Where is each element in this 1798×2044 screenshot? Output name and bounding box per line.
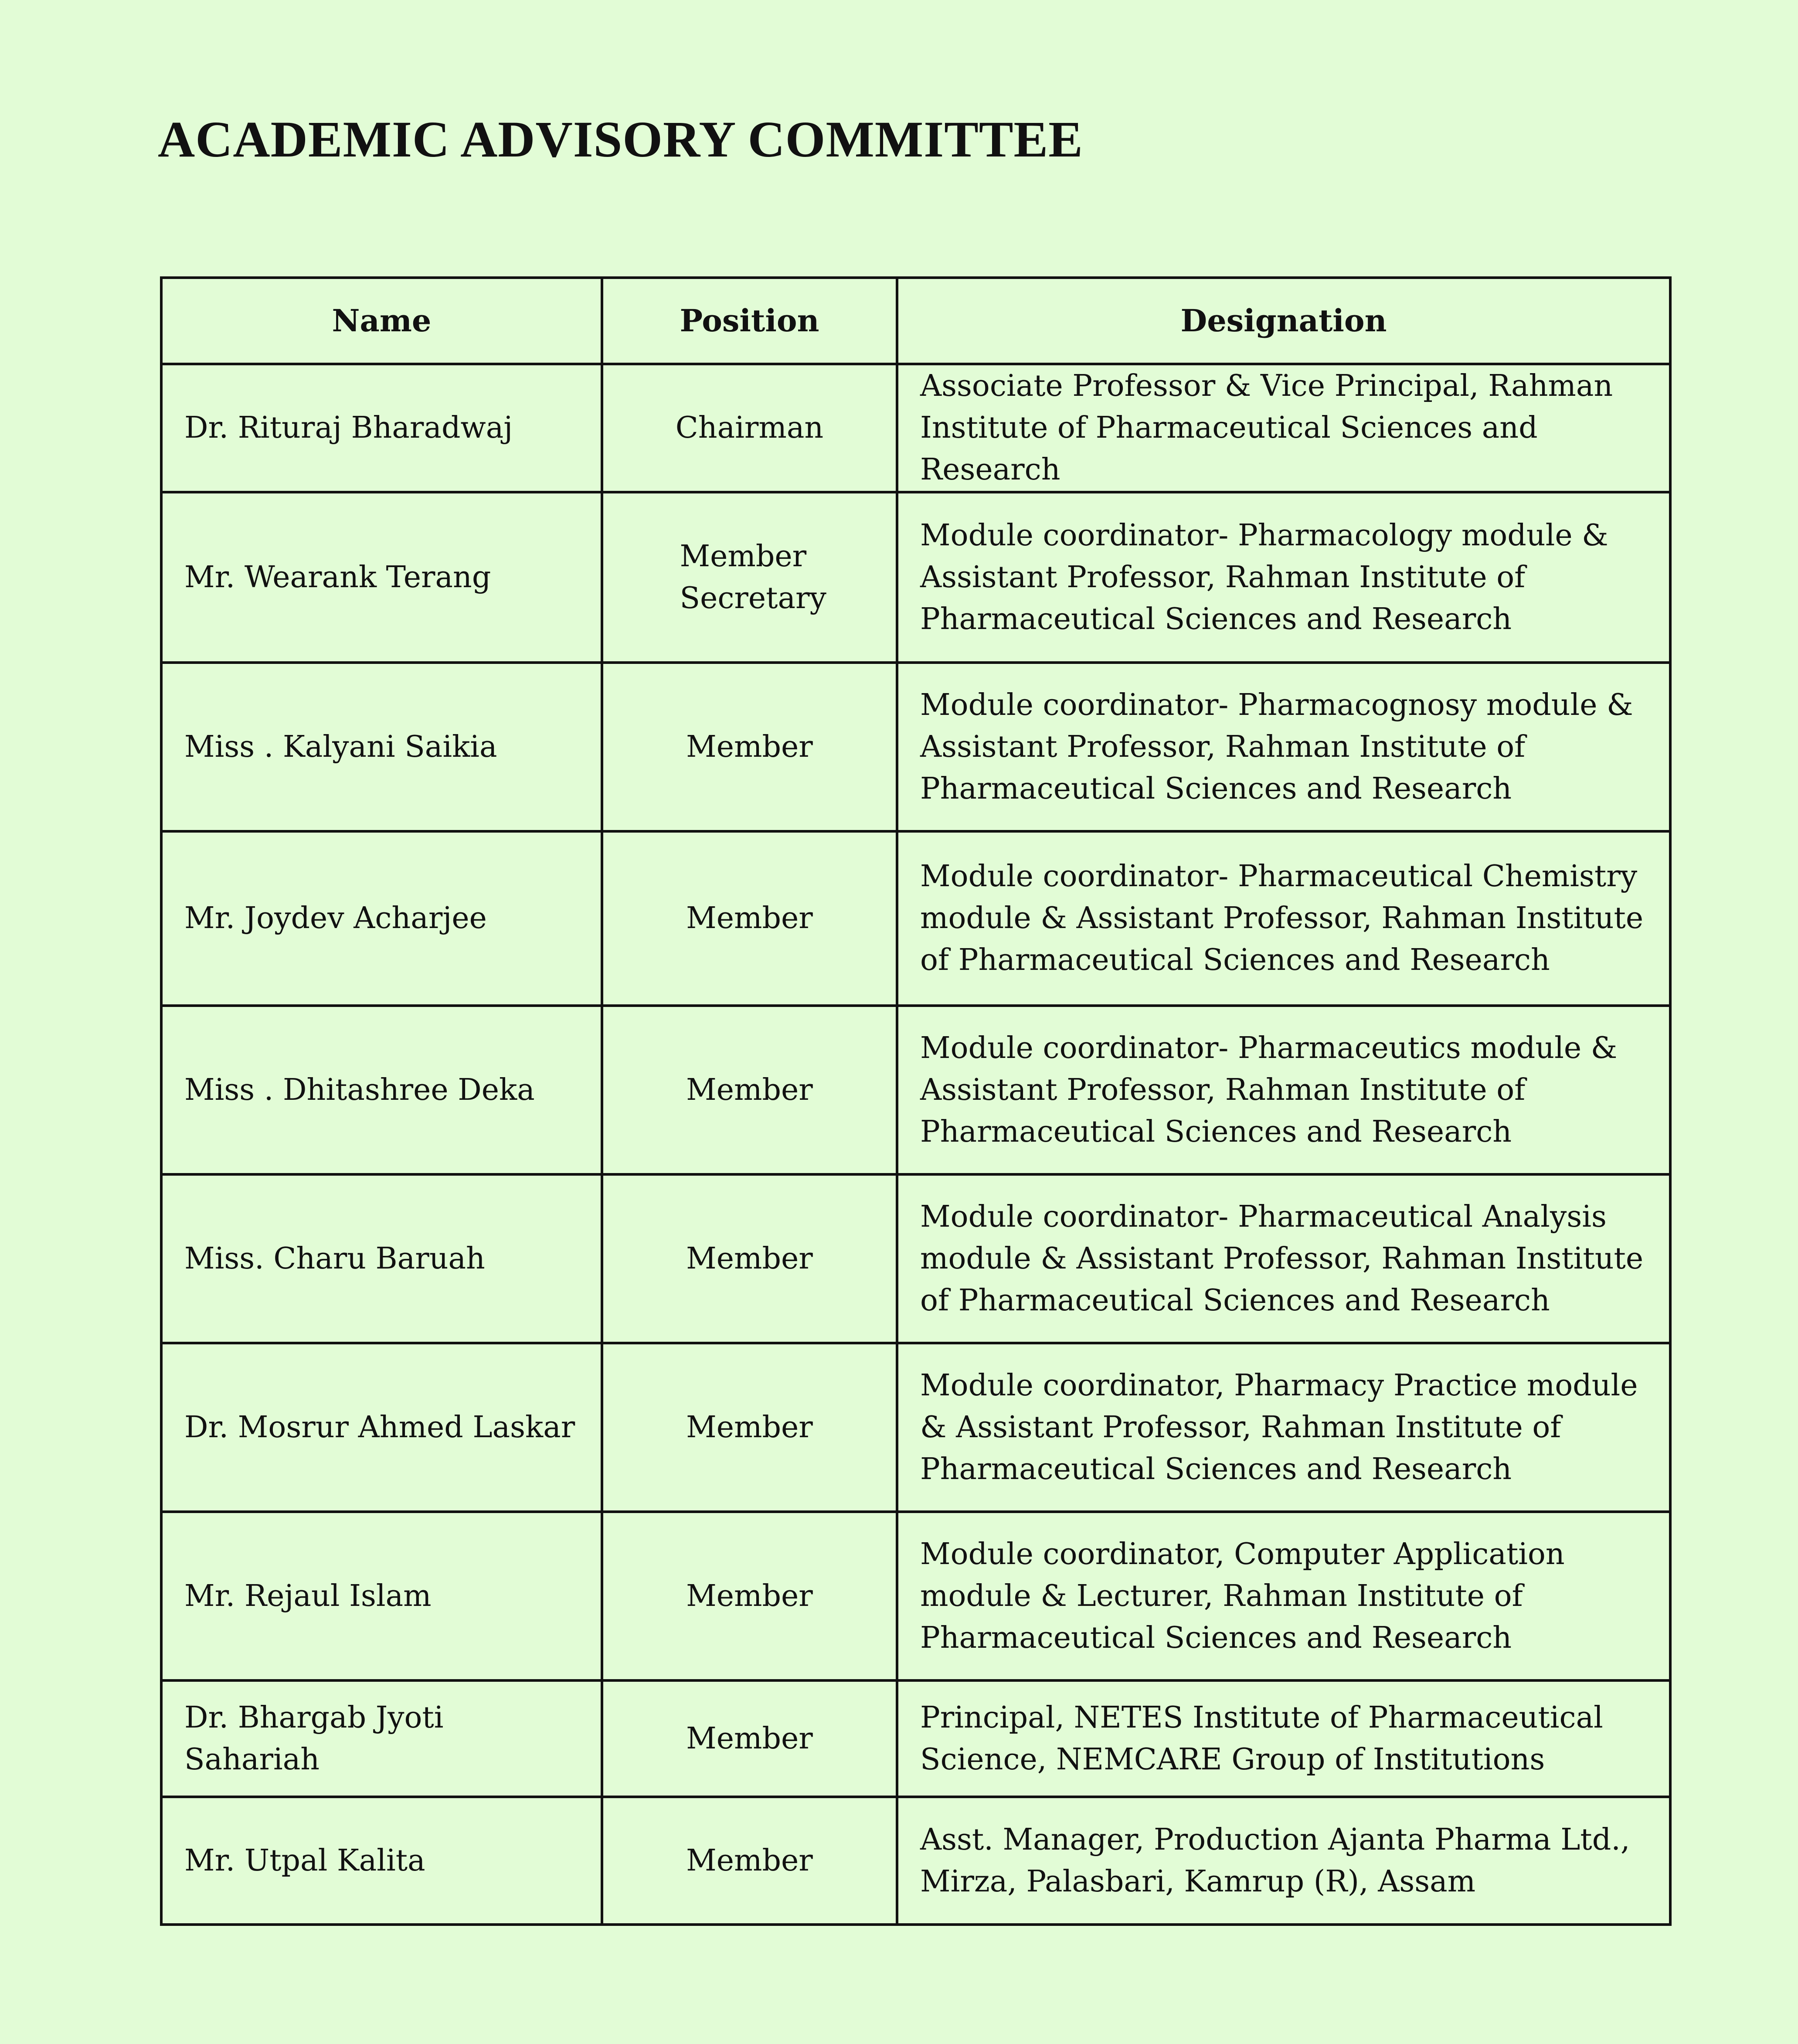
member-position-text: Chairman: [675, 411, 824, 445]
header-position: Position: [602, 278, 897, 364]
member-position: [602, 831, 897, 1006]
table-row: [161, 831, 1670, 1006]
table-row: [161, 663, 1670, 831]
member-position-text: Member: [686, 1410, 813, 1445]
member-designation: Principal, NETES Institute of Pharmaceutical Science, NEMCARE Group of Institutions: [897, 1680, 1670, 1797]
member-name: Miss. Charu Baruah: [161, 1174, 602, 1343]
table-row: [161, 1512, 1670, 1680]
member-name: Mr. Joydev Acharjee: [161, 831, 602, 1006]
member-name: Miss . Dhitashree Deka: [161, 1006, 602, 1174]
member-position-text: Member: [686, 1241, 813, 1276]
member-position: [602, 1797, 897, 1925]
member-position-text: Member: [686, 1721, 813, 1756]
member-position: [602, 1006, 897, 1174]
member-position: [602, 364, 897, 492]
member-designation: Module coordinator- Pharmacognosy module & Assistant Professor, Rahman Institute of Pharmaceutical Sciences and Research: [897, 663, 1670, 831]
member-position-text: Member: [686, 1843, 813, 1878]
member-name: Mr. Wearank Terang: [161, 492, 602, 663]
table-row: [161, 1174, 1670, 1343]
member-position-text: Member: [686, 1072, 813, 1107]
member-designation: Asst. Manager, Production Ajanta Pharma Ltd., Mirza, Palasbari, Kamrup (R), Assam: [897, 1797, 1670, 1925]
member-designation: Module coordinator- Pharmaceutics module & Assistant Professor, Rahman Institute of Pharmaceutical Sciences and Research: [897, 1006, 1670, 1174]
member-position: [602, 1680, 897, 1797]
table-row: [161, 1343, 1670, 1512]
member-position: [602, 1343, 897, 1512]
member-designation: Module coordinator- Pharmacology module & Assistant Professor, Rahman Institute of Pharmaceutical Sciences and Research: [897, 492, 1670, 663]
table-row: [161, 1797, 1670, 1925]
member-position-text: Member: [686, 1578, 813, 1613]
table-row: [161, 1006, 1670, 1174]
member-designation: Module coordinator- Pharmaceutical Analysis module & Assistant Professor, Rahman Institute of Pharmaceutical Sciences and Research: [897, 1174, 1670, 1343]
member-name: Dr. Bhargab Jyoti Sahariah: [161, 1680, 602, 1797]
member-position: [602, 663, 897, 831]
member-name: Miss . Kalyani Saikia: [161, 663, 602, 831]
member-designation: Module coordinator, Computer Application module & Lecturer, Rahman Institute of Pharmaceutical Sciences and Research: [897, 1512, 1670, 1680]
member-position: [602, 1512, 897, 1680]
member-designation: Module coordinator, Pharmacy Practice module & Assistant Professor, Rahman Institute of Pharmaceutical Sciences and Research: [897, 1343, 1670, 1512]
table-row: [161, 364, 1670, 492]
member-name: Mr. Rejaul Islam: [161, 1512, 602, 1680]
page-title: ACADEMIC ADVISORY COMMITTEE: [158, 111, 1083, 168]
member-position: [602, 1174, 897, 1343]
table-row: [161, 1680, 1670, 1797]
committee-table: [160, 276, 1672, 1926]
member-position-text: Member: [686, 901, 813, 935]
member-name: Dr. Rituraj Bharadwaj: [161, 364, 602, 492]
member-designation: Module coordinator- Pharmaceutical Chemistry module & Assistant Professor, Rahman Institute of Pharmaceutical Sciences and Research: [897, 831, 1670, 1006]
table-row: [161, 492, 1670, 663]
member-position-text: Member Secretary: [680, 539, 826, 616]
header-name: Name: [161, 278, 602, 364]
member-position: [602, 492, 897, 663]
table-header-row: [161, 278, 1670, 364]
member-designation: Associate Professor & Vice Principal, Rahman Institute of Pharmaceutical Sciences and Research: [897, 364, 1670, 492]
member-name: Mr. Utpal Kalita: [161, 1797, 602, 1925]
header-designation: Designation: [897, 278, 1670, 364]
member-position-text: Member: [686, 729, 813, 764]
member-name: Dr. Mosrur Ahmed Laskar: [161, 1343, 602, 1512]
